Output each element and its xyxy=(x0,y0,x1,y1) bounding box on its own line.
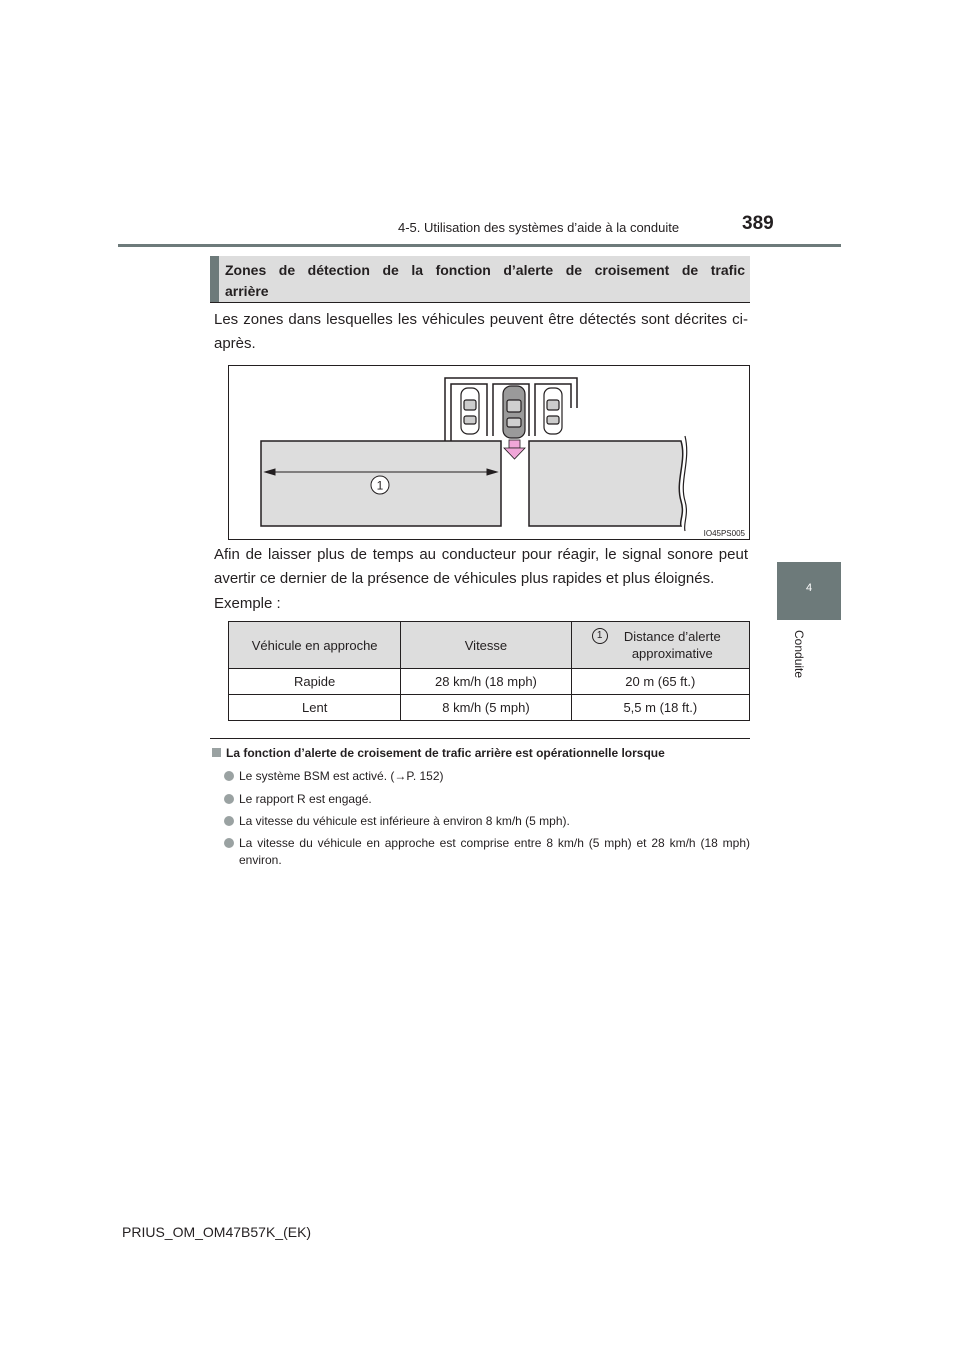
cell: 5,5 m (18 ft.) xyxy=(571,695,749,721)
table-row xyxy=(229,695,750,721)
header-callout: 1 xyxy=(592,628,608,644)
section-divider xyxy=(210,738,750,739)
table-header-row xyxy=(229,622,750,669)
bullet-icon xyxy=(224,771,234,781)
parked-car-left-icon xyxy=(461,388,479,434)
list-item: Le système BSM est activé. (→P. 152) xyxy=(224,768,750,785)
bullet-icon xyxy=(224,816,234,826)
example-label: Exemple : xyxy=(214,595,281,612)
col-speed: Vitesse xyxy=(401,622,571,669)
list-item: La vitesse du véhicule en approche est comprise entre 8 km/h (5 mph) et 28 km/h (18 mph) environ. xyxy=(224,835,750,869)
chapter-tab[interactable]: 4 xyxy=(777,562,841,620)
alert-distance-table xyxy=(228,621,750,721)
bullet-icon xyxy=(224,794,234,804)
list-item: La vitesse du véhicule est inférieure à environ 8 km/h (5 mph). xyxy=(224,813,750,830)
section-title: 4-5. Utilisation des systèmes d’aide à la conduite xyxy=(398,220,680,235)
alert-explanation: Afin de laisser plus de temps au conducteur pour réagir, le signal sonore peut avertir ce dernier de la présence de véhicules plus rapides et plus éloignés. xyxy=(214,546,748,587)
cell: 28 km/h (18 mph) xyxy=(401,669,571,695)
subheading: Zones de détection de la fonction d’alerte de croisement de trafic arrière xyxy=(225,262,745,299)
bullet-icon xyxy=(224,838,234,848)
header-rule xyxy=(118,244,841,247)
cell: Lent xyxy=(229,695,401,721)
parked-car-right-icon xyxy=(544,388,562,434)
detection-zone-illustration xyxy=(229,366,749,539)
reverse-arrow-icon xyxy=(504,440,525,459)
callout-1: 1 xyxy=(376,478,384,493)
detection-zone-figure xyxy=(228,365,750,540)
conditions-title: La fonction d’alerte de croisement de trafic arrière est opérationnelle lorsque xyxy=(212,746,665,760)
col-vehicle: Véhicule en approche xyxy=(229,622,401,669)
intro-paragraph: Les zones dans lesquelles les véhicules peuvent être détectés sont décrites ci-après. xyxy=(214,311,748,352)
square-bullet-icon xyxy=(212,748,221,757)
list-item: Le rapport R est engagé. xyxy=(224,791,750,808)
col-distance-label: Distance d’alerte approximative xyxy=(623,629,721,661)
cell: 8 km/h (5 mph) xyxy=(401,695,571,721)
page-number: 389 xyxy=(742,213,774,234)
reversing-car-icon xyxy=(503,386,525,438)
right-detection-zone xyxy=(529,441,683,526)
figure-code: IO45PS005 xyxy=(703,529,745,538)
subheading-bar xyxy=(210,256,219,302)
chapter-label: Conduite xyxy=(792,630,806,679)
table-row xyxy=(229,669,750,695)
col-distance xyxy=(571,622,749,669)
cell: Rapide xyxy=(229,669,401,695)
footer-code: PRIUS_OM_OM47B57K_(EK) xyxy=(122,1224,312,1240)
cell: 20 m (65 ft.) xyxy=(571,669,749,695)
